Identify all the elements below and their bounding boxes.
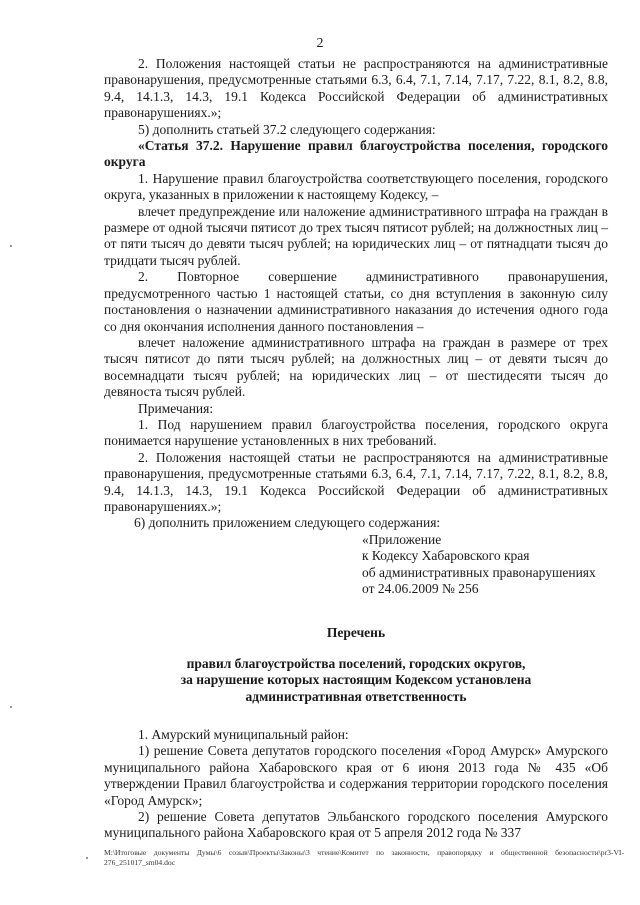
list-subtitle-line: правил благоустройства поселений, городских округов, (186, 655, 526, 671)
list-subtitle-line: административная ответственность (245, 688, 467, 704)
list-title: Перечень (326, 625, 386, 641)
scan-speck (10, 706, 12, 708)
list-item: 1. Амурский муниципальный район: (138, 727, 349, 743)
paragraph: 2. Повторное совершение административного правонарушения, предусмотренного частью 1 настоящей статьи, со дня вступления в законную силу постановления о назначении административного наказания до истечения одного года со дня окончания исполнения данного постановления – (104, 269, 608, 334)
paragraph: 6) дополнить приложением следующего содержания: (134, 515, 441, 531)
appendix-line: об административных правонарушениях (362, 564, 596, 580)
paragraph: влечет предупреждение или наложение административного штрафа на граждан в размере от одной тысячи пятисот до трех тысяч пятисот рублей; на должностных лиц – от пяти тысяч до девяти тысяч рублей; на юридических лиц – от пятнадцати тысяч до тридцати тысяч рублей. (104, 203, 608, 268)
paragraph: влечет наложение административного штрафа на граждан в размере от трех тысяч пятисот до пяти тысяч рублей; на должностных лиц – от девяти тысяч до восемнадцати тысяч рублей; на юридических лиц – от шестидесяти тысяч до девяноста тысяч рублей. (104, 334, 608, 400)
paragraph: 5) дополнить статьей 37.2 следующего содержания: (138, 121, 436, 137)
scan-speck (10, 245, 12, 247)
appendix-header (362, 532, 608, 598)
appendix-line: «Приложение (362, 531, 442, 547)
page-number: 2 (316, 36, 324, 51)
paragraph: 1. Нарушение правил благоустройства соответствующего поселения, городского округа, указанных в приложении к настоящему Кодексу, – (104, 170, 608, 203)
appendix-line: от 24.06.2009 № 256 (362, 581, 479, 596)
scan-speck (86, 857, 88, 859)
file-path-footer: M:\Итоговые документы Думы\6 созыв\Проекты\Законы\3 чтение\Комитет по законности, правопорядку и общественной безопасности\pr3-VI-276_251017_sm04.doc (104, 848, 624, 867)
appendix-line: к Кодексу Хабаровского края (362, 548, 530, 564)
paragraph: 2. Положения настоящей статьи не распространяются на административные правонарушения, предусмотренные статьями 6.3, 6.4, 7.1, 7.14, 7.17, 7.22, 8.1, 8.2, 8.8, 9.4, 14.1.3, 14.3, 19.1 Кодекса Российской Федерации об административных правонарушениях.»; (104, 449, 608, 514)
list-item: 2) решение Совета депутатов Эльбанского городского поселения Амурского муниципального района Хабаровского края от 5 апреля 2012 года № 337 (104, 809, 608, 841)
paragraph: 2. Положения настоящей статьи не распространяются на административные правонарушения, предусмотренные статьями 6.3, 6.4, 7.1, 7.14, 7.17, 7.22, 8.1, 8.2, 8.8, 9.4, 14.1.3, 14.3, 19.1 Кодекса Российской Федерации об административных правонарушениях.»; (104, 56, 608, 121)
article-heading: «Статья 37.2. Нарушение правил благоустройства поселения, городского округа (104, 138, 608, 170)
document-body (104, 56, 608, 842)
notes-heading: Примечания: (138, 400, 214, 416)
list-subtitle-line: за нарушение которых настоящим Кодексом установлена (180, 672, 532, 688)
paragraph: 1. Под нарушением правил благоустройства поселения, городского округа понимается нарушение установленных в них требований. (104, 416, 608, 449)
list-item: 1) решение Совета депутатов городского поселения «Город Амурск» Амурского муниципального района Хабаровского края от 6 июня 2013 года № 435 «Об утверждении Правил благоустройства и содержания территории городского поселения «Город Амурск»; (104, 743, 608, 808)
